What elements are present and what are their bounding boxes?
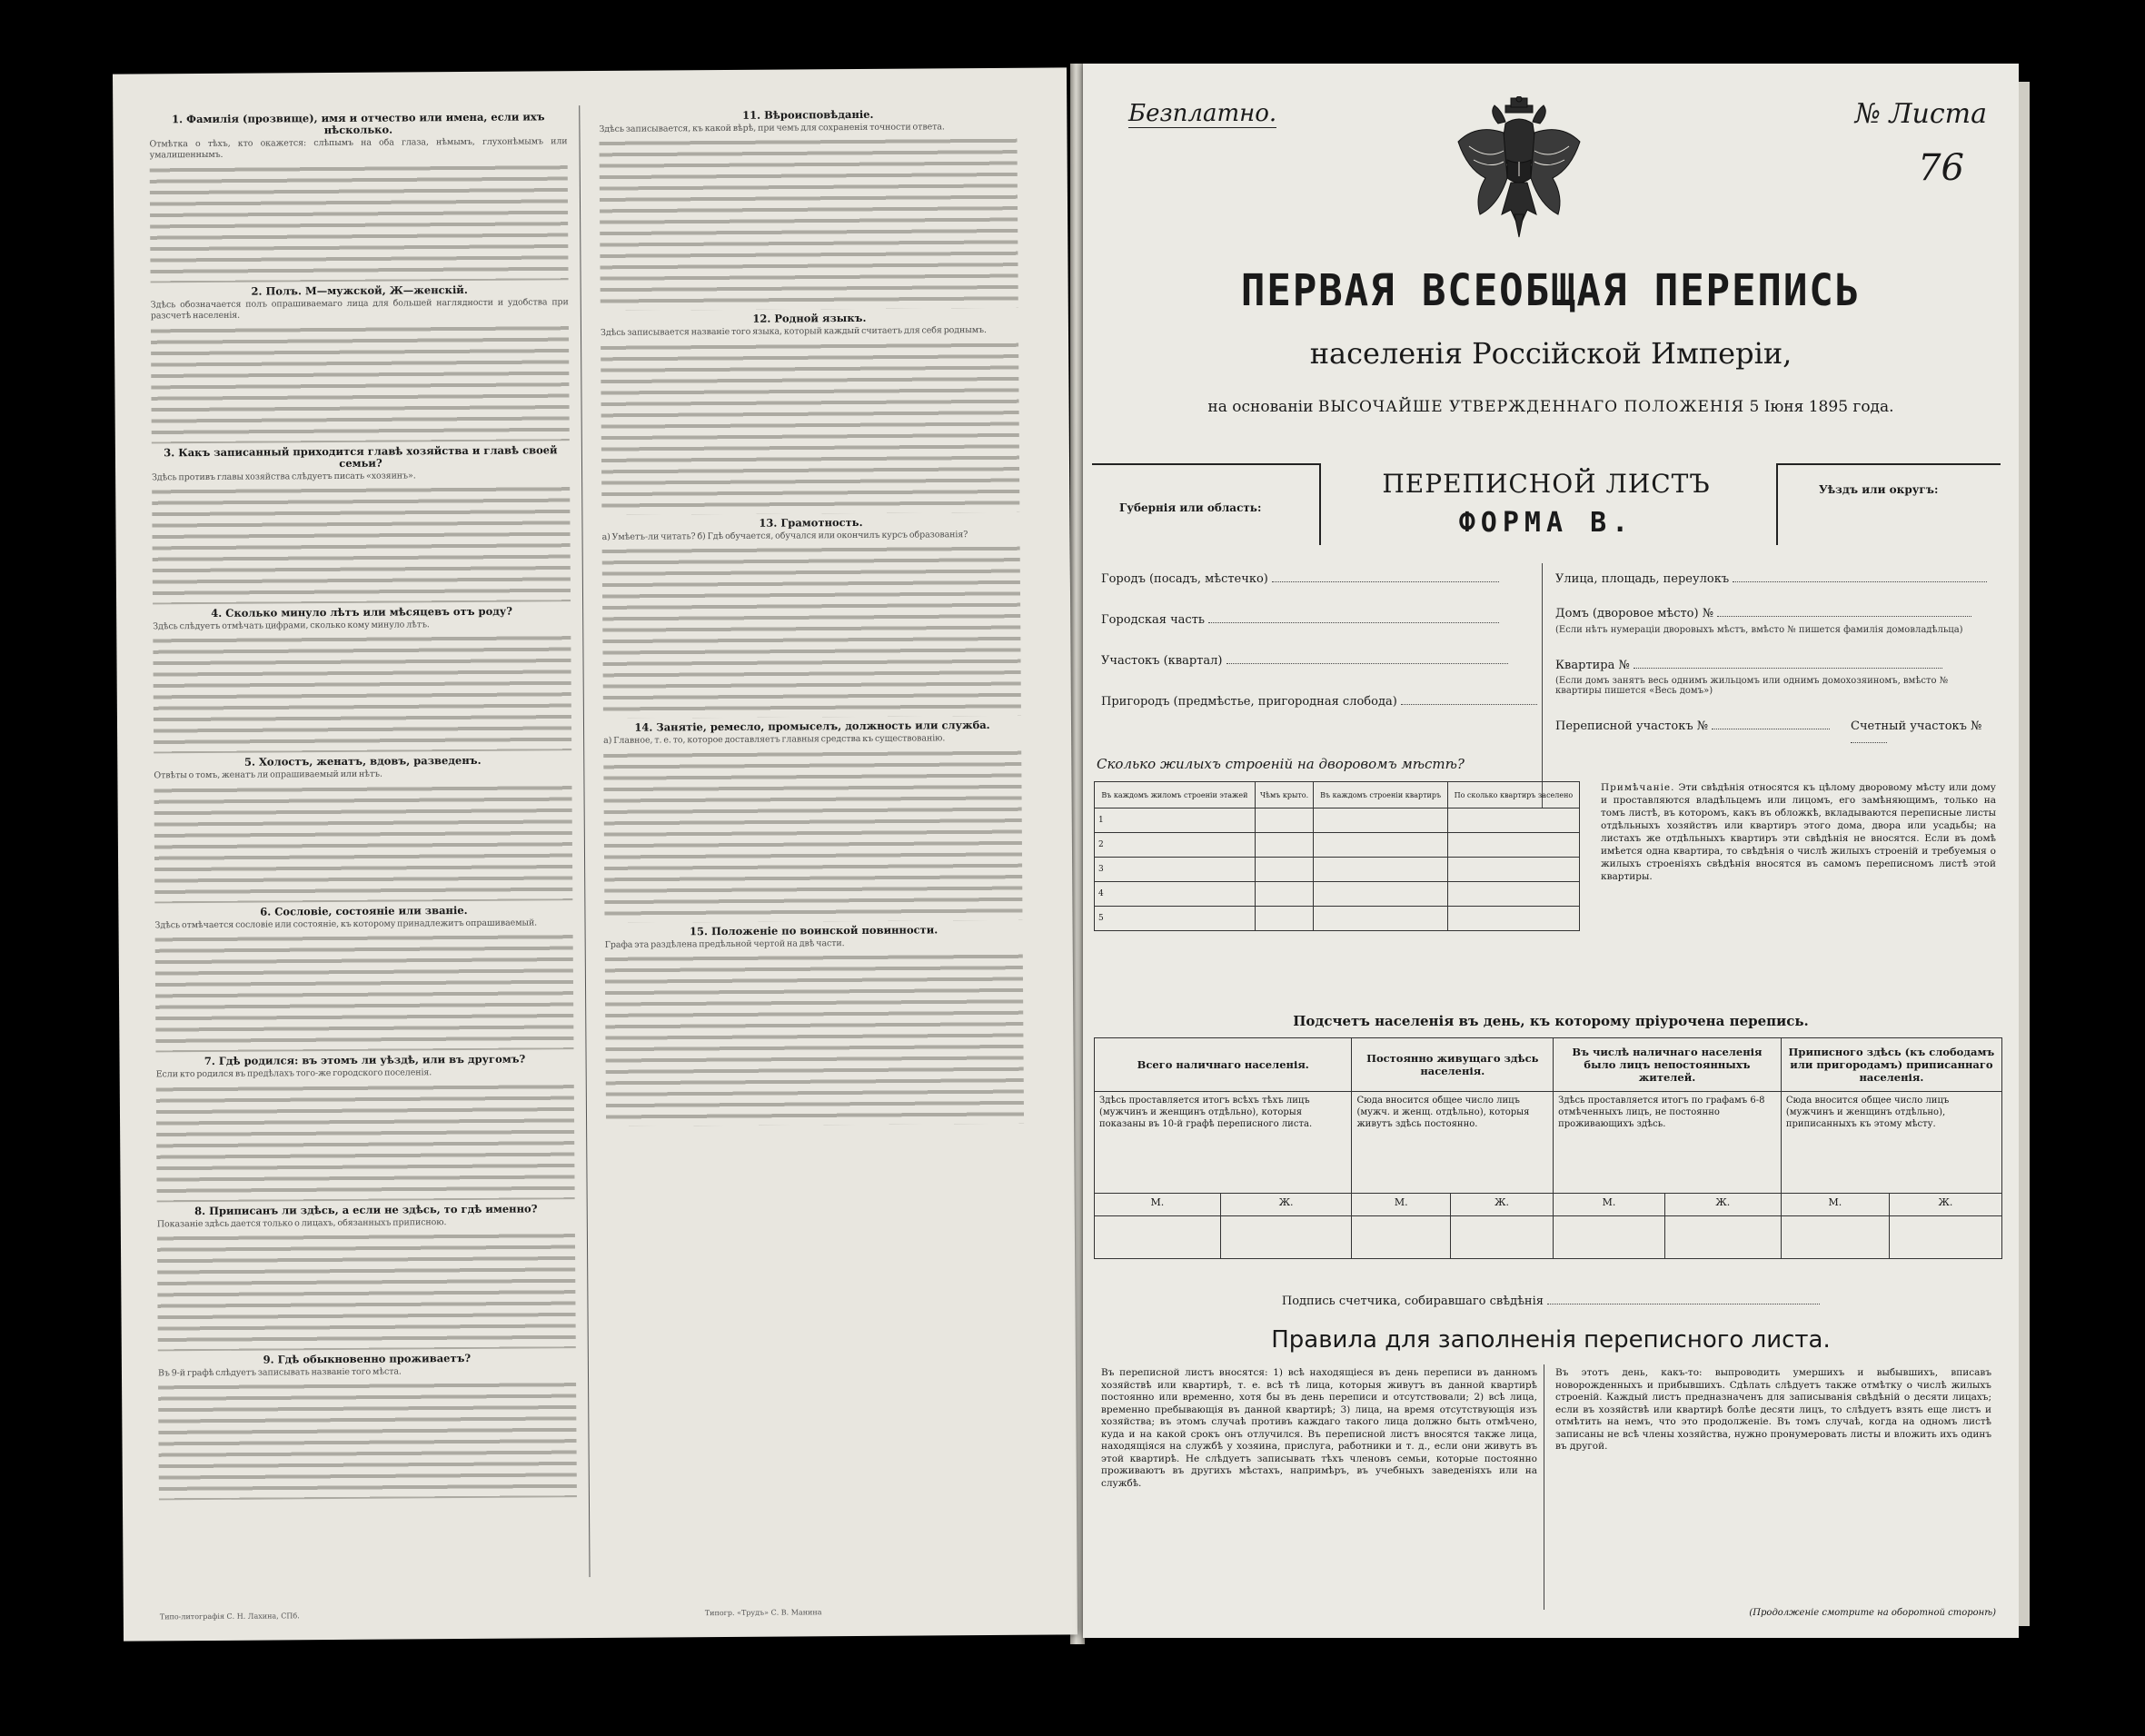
instruction-body: Отвѣты о томъ, женатъ ли опрашиваемый или нѣтъ. [154,769,382,781]
dense-print-filler [157,1230,576,1351]
uezd-label: Уѣздъ или округъ: [1819,483,1939,496]
dwelling-row [1095,858,1580,882]
female-column-label: Ж. [1889,1194,2001,1216]
dwelling-cell [1255,858,1314,882]
dwellings-note [1601,781,1996,883]
instruction-heading: 11. Вѣроисповѣданіе. [742,107,874,122]
dense-print-filler [599,135,1018,311]
addr-street: Улица, площадь, переулокъ [1555,572,1987,586]
instruction-body: Здѣсь записывается, къ какой вѣрѣ, при чемъ для сохраненія точности ответа. [599,122,945,134]
basis-prefix: на основаніи [1207,398,1314,416]
dense-print-filler [158,1380,577,1501]
dwelling-row [1095,882,1580,907]
instruction-heading: 15. Положеніе по воинской повинности. [689,922,938,937]
dwelling-row [1095,907,1580,931]
count-desc-permanent: Сюда вносится общее число лицъ (мужч. и женщ. отдѣльно), которыя живутъ здѣсь постоянно. [1352,1092,1554,1194]
instruction-body: а) Умѣетъ-ли читать? б) Гдѣ обучается, обучался или окончилъ курсъ образованія? [601,529,968,542]
dwelling-cell [1447,808,1579,833]
instruction-heading: 1. Фамилія (прозвище), имя и отчество или имена, если ихъ нѣсколько. [172,110,545,137]
dense-print-filler [602,543,1021,719]
dwelling-cell [1447,833,1579,858]
instruction-heading: 6. Сословіе, состояніе или званіе. [260,903,468,918]
dense-print-filler [155,931,574,1052]
male-column-label: М. [1554,1194,1665,1216]
dwell-col-apartments: Въ каждомъ строеніи квартиръ [1314,782,1448,808]
dense-print-filler [601,340,1019,515]
legal-basis-line [1083,398,2019,416]
addr-suburb: Пригородъ (предмѣстье, пригородная слобода) [1101,695,1537,709]
female-column-label: Ж. [1450,1194,1553,1216]
instruction-heading: 8. Приписанъ ли здѣсь, а если не здѣсь, то гдѣ именно? [194,1202,538,1217]
count-cell [1220,1216,1352,1259]
continued-overleaf-note: (Продолженіе смотрите на оборотной сторонѣ) [1749,1608,1996,1618]
dense-print-filler [151,322,570,443]
dwelling-row-number: 1 [1095,808,1256,833]
addr-house-note: (Если нѣтъ нумераціи дворовыхъ мѣстъ, вмѣсто № пишется фамилія домовладѣльца) [1555,625,1963,635]
dwelling-row-number: 4 [1095,882,1256,907]
instruction-body: Въ 9-й графѣ слѣдуетъ записывать названіе того мѣста. [157,1366,402,1379]
instruction-body: Показаніе здѣсь дается только о лицахъ, обязанныхъ приписною. [156,1216,447,1230]
addr-apartment: Квартира № [1555,659,1942,672]
rules-column-2: Въ этотъ день, какъ-то: выпроводить умершихъ и выбывшихъ, вписавъ новорожденныхъ и прибывшихъ. Сдѣлать слѣдуетъ также отмѣтку о числѣ жилыхъ строеній. Каждый листъ предназначенъ для записыванія свѣдѣній о десяти лицахъ; если въ хозяйствѣ или квартирѣ болѣе десяти лицъ, то слѣдуетъ взять еще листъ и отмѣтить на немъ, что это продолженіе. Въ томъ случаѣ, когда на одномъ листѣ записаны не всѣ члены хозяйства, нужно пронумеровать листы и вложить ихъ одинъ въ другой. [1555,1367,1991,1452]
dwelling-row-number: 2 [1095,833,1256,858]
instruction-heading: 9. Гдѣ обыкновенно проживаетъ? [263,1352,472,1366]
enumerator-signature-line [1083,1295,2019,1308]
column-divider [579,105,590,1577]
instructions-column-1 [149,107,577,1503]
rules-column-1: Въ переписной листъ вносятся: 1) всѣ находящіеся въ день переписи въ данномъ хозяйствѣ или квартирѣ, т. е. всѣ тѣ лица, которыя живутъ въ данной квартирѣ постоянно или временно, хотя бы въ день переписи и отсутствовали; 2) всѣ лица, временно пребывающія въ данной квартирѣ; 3) лица, на время отсутствующія изъ хозяйства; въ этомъ случаѣ противъ каждаго такого лица должно быть отмѣчено, куда и на какой срокъ онъ отлучился. Въ переписной листъ вносятся также лица, находящіяся на службѣ у хозяина, прислуга, работники и т. д., если они живутъ въ этой квартирѣ. Не слѣдуетъ записывать тѣхъ членовъ семьи, которые постоянно проживаютъ въ другихъ мѣстахъ, напримѣръ, въ учебныхъ заведеніяхъ или на службѣ. [1101,1367,1537,1489]
instruction-body: а) Главное, т. е. то, которое доставляетъ главныя средства къ существованію. [603,733,946,747]
addr-town: Городъ (посадъ, мѣстечко) [1101,572,1499,586]
dwelling-cell [1255,833,1314,858]
instruction-heading: 4. Сколько минуло лѣтъ или мѣсяцевъ отъ роду? [211,604,513,620]
basis-date: 5 Іюня 1895 года. [1749,398,1894,416]
count-header-present: Всего наличнаго населенія. [1095,1038,1352,1092]
imperial-eagle-emblem [1451,96,1587,242]
dwellings-question: Сколько жилыхъ строеній на дворовомъ мѣстѣ? [1097,756,1465,772]
uezd-box [1776,463,2001,545]
count-header-permanent: Постоянно живущаго здѣсь населенія. [1352,1038,1554,1092]
count-desc-registered: Сюда вносится общее число лицъ (мужчинъ и женщинъ отдѣльно), приписанныхъ къ этому мѣсту. [1781,1092,2001,1194]
province-label: Губернія или область: [1119,501,1262,514]
instruction-body: Графа эта раздѣлена предѣльной чертой на двѣ части. [604,937,845,950]
count-header-nonresident: Въ числѣ наличнаго населенія было лицъ непостоянныхъ жителей. [1554,1038,1782,1092]
addr-precinct: Участокъ (квартал) [1101,654,1508,668]
sheet-number-label: № Листа [1854,98,1987,130]
count-cell [1889,1216,2001,1259]
form-title: ПЕРЕПИСНОЙ ЛИСТЪ [1382,469,1711,499]
dense-print-filler [603,747,1022,922]
population-count-title: Подсчетъ населенія въ день, къ которому пріурочена перепись. [1293,1013,1809,1029]
instruction-body: Здѣсь противъ главы хозяйства слѣдуетъ писать «хозяинъ». [152,470,416,483]
instructions-column-2 [599,104,1024,1129]
count-desc-present: Здѣсь проставляется итогъ всѣхъ тѣхъ лицъ (мужчинъ и женщинъ отдѣльно), которыя показаны въ 10-й графѣ переписного листа. [1095,1092,1352,1194]
dwelling-cell [1447,882,1579,907]
census-form-page [1083,64,2019,1638]
dwell-col-roof: Чѣмъ крыто. [1255,782,1314,808]
instruction-body: Здѣсь записывается названіе того языка, который каждый считаетъ для себя роднымъ. [600,325,987,339]
instruction-body: Отмѣтка о тѣхъ, кто окажется: слѣпымъ на оба глаза, нѣмымъ, глухонѣмымъ или умалишеннымъ. [149,136,568,161]
male-column-label: М. [1781,1194,1889,1216]
rules-title: Правила для заполненія переписного листа. [1271,1326,1831,1354]
dense-print-filler [152,483,571,604]
instruction-heading: 3. Какъ записанный приходится главѣ хозяйства и главѣ своей семьи? [164,442,558,470]
addr-apartment-note: (Если домъ занятъ весь однимъ жильцомъ или однимъ домохозяиномъ, вмѣсто № квартиры пишется «Весь домъ») [1555,676,1949,696]
count-cell [1352,1216,1451,1259]
count-header-registered: Приписного здѣсь (къ слободамъ или пригородамъ) приписаннаго населенія. [1781,1038,2001,1092]
count-cell [1095,1216,1221,1259]
dwelling-row-number: 5 [1095,907,1256,931]
addr-counting-district: Счетный участокъ № [1851,719,2019,747]
address-divider [1542,563,1543,808]
dwelling-row [1095,808,1580,833]
dense-print-filler [605,951,1024,1126]
instruction-heading: 2. Полъ. М—мужской, Ж—женскій. [251,283,468,298]
instruction-heading: 5. Холостъ, женатъ, вдовъ, разведенъ. [243,754,482,769]
male-column-label: М. [1095,1194,1221,1216]
instruction-body: Здѣсь слѣдуетъ отмѣчать цифрами, сколько кому минуло лѣтъ. [153,620,430,632]
dense-print-filler [154,782,572,903]
note-label: Примѣчаніе. [1601,782,1675,793]
addr-city-part: Городская часть [1101,613,1499,627]
dense-print-filler [150,162,569,283]
printer-note-right: Типогр. «Трудъ» С. В. Манина [704,1608,822,1618]
sheet-number-handwritten: 76 [1918,147,1964,189]
dense-print-filler [156,1081,575,1202]
dwelling-cell [1314,907,1448,931]
instruction-heading: 12. Родной языкъ. [752,312,867,326]
count-cell [1781,1216,1889,1259]
printer-note-left: Типо-литографія С. Н. Лахина, СПб. [159,1612,300,1622]
instruction-heading: 13. Грамотность. [759,515,863,530]
census-title: ПЕРВАЯ ВСЕОБЩАЯ ПЕРЕПИСЬ [1240,265,1862,316]
dwell-col-floors: Въ каждомъ жиломъ строеніи этажей [1095,782,1256,808]
dwelling-cell [1314,858,1448,882]
dwelling-cell [1255,882,1314,907]
instruction-body: Здѣсь отмѣчается сословіе или состояніе, къ которому принадлежитъ опрашиваемый. [154,918,538,931]
count-cell [1664,1216,1781,1259]
dwelling-row-number: 3 [1095,858,1256,882]
form-header [1092,463,2001,543]
instruction-body: Если кто родился въ предѣлахъ того-же городского поселенія. [155,1067,432,1080]
instruction-heading: 7. Гдѣ родился: въ этомъ ли уѣздѣ, или въ другомъ? [204,1052,526,1068]
dwellings-table [1094,781,1580,931]
instruction-body: Здѣсь обозначается полъ опрашиваемаго лица для большей наглядности и удобства при разсчетѣ населенія. [150,297,569,322]
addr-census-district: Переписной участокъ № [1555,719,1830,733]
signature-label: Подпись счетчика, собиравшаго свѣдѣнія [1281,1295,1544,1308]
female-column-label: Ж. [1664,1194,1781,1216]
dwelling-cell [1314,882,1448,907]
count-cell [1554,1216,1665,1259]
male-column-label: М. [1352,1194,1451,1216]
count-desc-nonresident: Здѣсь проставляется итогъ по графамъ 6-8 отмѣченныхъ лицъ, не постоянно проживающихъ здѣсь. [1554,1092,1782,1194]
population-count-table [1094,1037,2002,1259]
count-cell [1450,1216,1553,1259]
dwelling-row [1095,833,1580,858]
dwelling-cell [1447,858,1579,882]
female-column-label: Ж. [1220,1194,1352,1216]
dwelling-cell [1255,808,1314,833]
dwelling-cell [1255,907,1314,931]
dwelling-cell [1314,833,1448,858]
left-page-instructions [113,67,1077,1641]
addr-house: Домъ (дворовое мѣсто) № [1555,607,1971,620]
dwell-col-occupied: По сколько квартиръ заселено [1447,782,1579,808]
page-edges [2019,82,2030,1626]
dense-print-filler [153,633,571,754]
basis-decree: ВЫСОЧАЙШЕ УТВЕРЖДЕННАГО ПОЛОЖЕНІЯ [1317,398,1745,416]
dwelling-cell [1447,907,1579,931]
census-subtitle: населенія Россійской Имперіи, [1309,336,1792,371]
note-body: Эти свѣдѣнія относятся къ цѣлому дворовому мѣсту или дому и проставляются владѣльцемъ или лицомъ, его замѣняющимъ, только на томъ листѣ, въ которомъ, какъ въ обложкѣ, вкладываются переписные листы отдѣльныхъ хозяйствъ или квартиръ этого дома, двора или усадьбы; на листахъ же отдѣльныхъ квартиръ эти свѣдѣнія не вносятся. Если въ домѣ имѣется одна квартира, то свѣдѣнія о числѣ жилыхъ строеній и требуемыя о жилыхъ строеніяхъ свѣдѣнія вносятся въ самомъ переписномъ листѣ этой квартиры. [1601,782,1996,882]
province-box [1092,463,1321,545]
form-letter: ФОРМА В. [1458,507,1634,539]
instruction-heading: 14. Занятіе, ремесло, промыселъ, должность или служба. [634,719,990,734]
dwelling-cell [1314,808,1448,833]
free-of-charge-label: Безплатно. [1128,100,1277,127]
